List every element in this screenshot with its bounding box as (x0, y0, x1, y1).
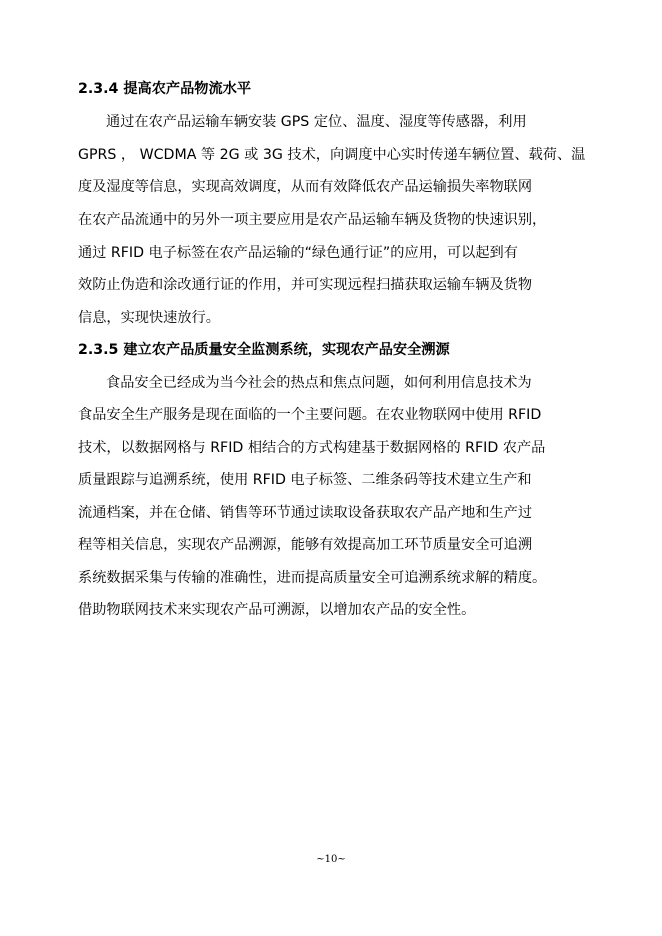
paragraph-line: 流通档案，并在仓储、销售等环节通过读取设备获取农产品产地和生产过 (78, 505, 533, 521)
paragraph-line: 程等相关信息，实现农产品溯源，能够有效提高加工环节质量安全可追溯 (78, 537, 533, 553)
paragraph-line: 系统数据采集与传输的准确性，进而提高质量安全可追溯系统求解的精度。 (78, 570, 547, 586)
paragraph-line: 食品安全生产服务是现在面临的一个主要问题。在农业物联网中使用 RFID (78, 407, 542, 423)
section-heading-2-3-4: 2.3.4 提高农产品物流水平 (78, 81, 252, 97)
paragraph-line: 通过在农产品运输车辆安装 GPS 定位、温度、湿度等传感器，利用 (106, 114, 527, 130)
paragraph-line: 度及湿度等信息，实现高效调度，从而有效降低农产品运输损失率物联网 (78, 179, 533, 195)
paragraph-line: 效防止伪造和涂改通行证的作用，并可实现远程扫描获取运输车辆及货物 (78, 277, 533, 293)
section-heading-2-3-5: 2.3.5 建立农产品质量安全监测系统，实现农产品安全溯源 (78, 342, 450, 358)
paragraph-line: 信息，实现快速放行。 (78, 310, 220, 326)
paragraph-line: 技术，以数据网格与 RFID 相结合的方式构建基于数据网格的 RFID 农产品 (78, 440, 546, 456)
paragraph-line: 在农产品流通中的另外一项主要应用是农产品运输车辆及货物的快速识别， (78, 212, 547, 228)
page-number: ~10~ (316, 854, 346, 865)
paragraph-line: 食品安全已经成为当今社会的热点和焦点问题，如何利用信息技术为 (106, 375, 532, 391)
paragraph-line: GPRS ， WCDMA 等 2G 或 3G 技术，向调度中心实时传递车辆位置、载荷、温 (78, 147, 586, 163)
paragraph-line: 通过 RFID 电子标签在农产品运输的“绿色通行证”的应用，可以起到有 (78, 245, 518, 261)
paragraph-line: 质量跟踪与追溯系统，使用 RFID 电子标签、二维条码等技术建立生产和 (78, 472, 532, 488)
paragraph-line: 借助物联网技术来实现农产品可溯源，以增加农产品的安全性。 (78, 602, 476, 618)
